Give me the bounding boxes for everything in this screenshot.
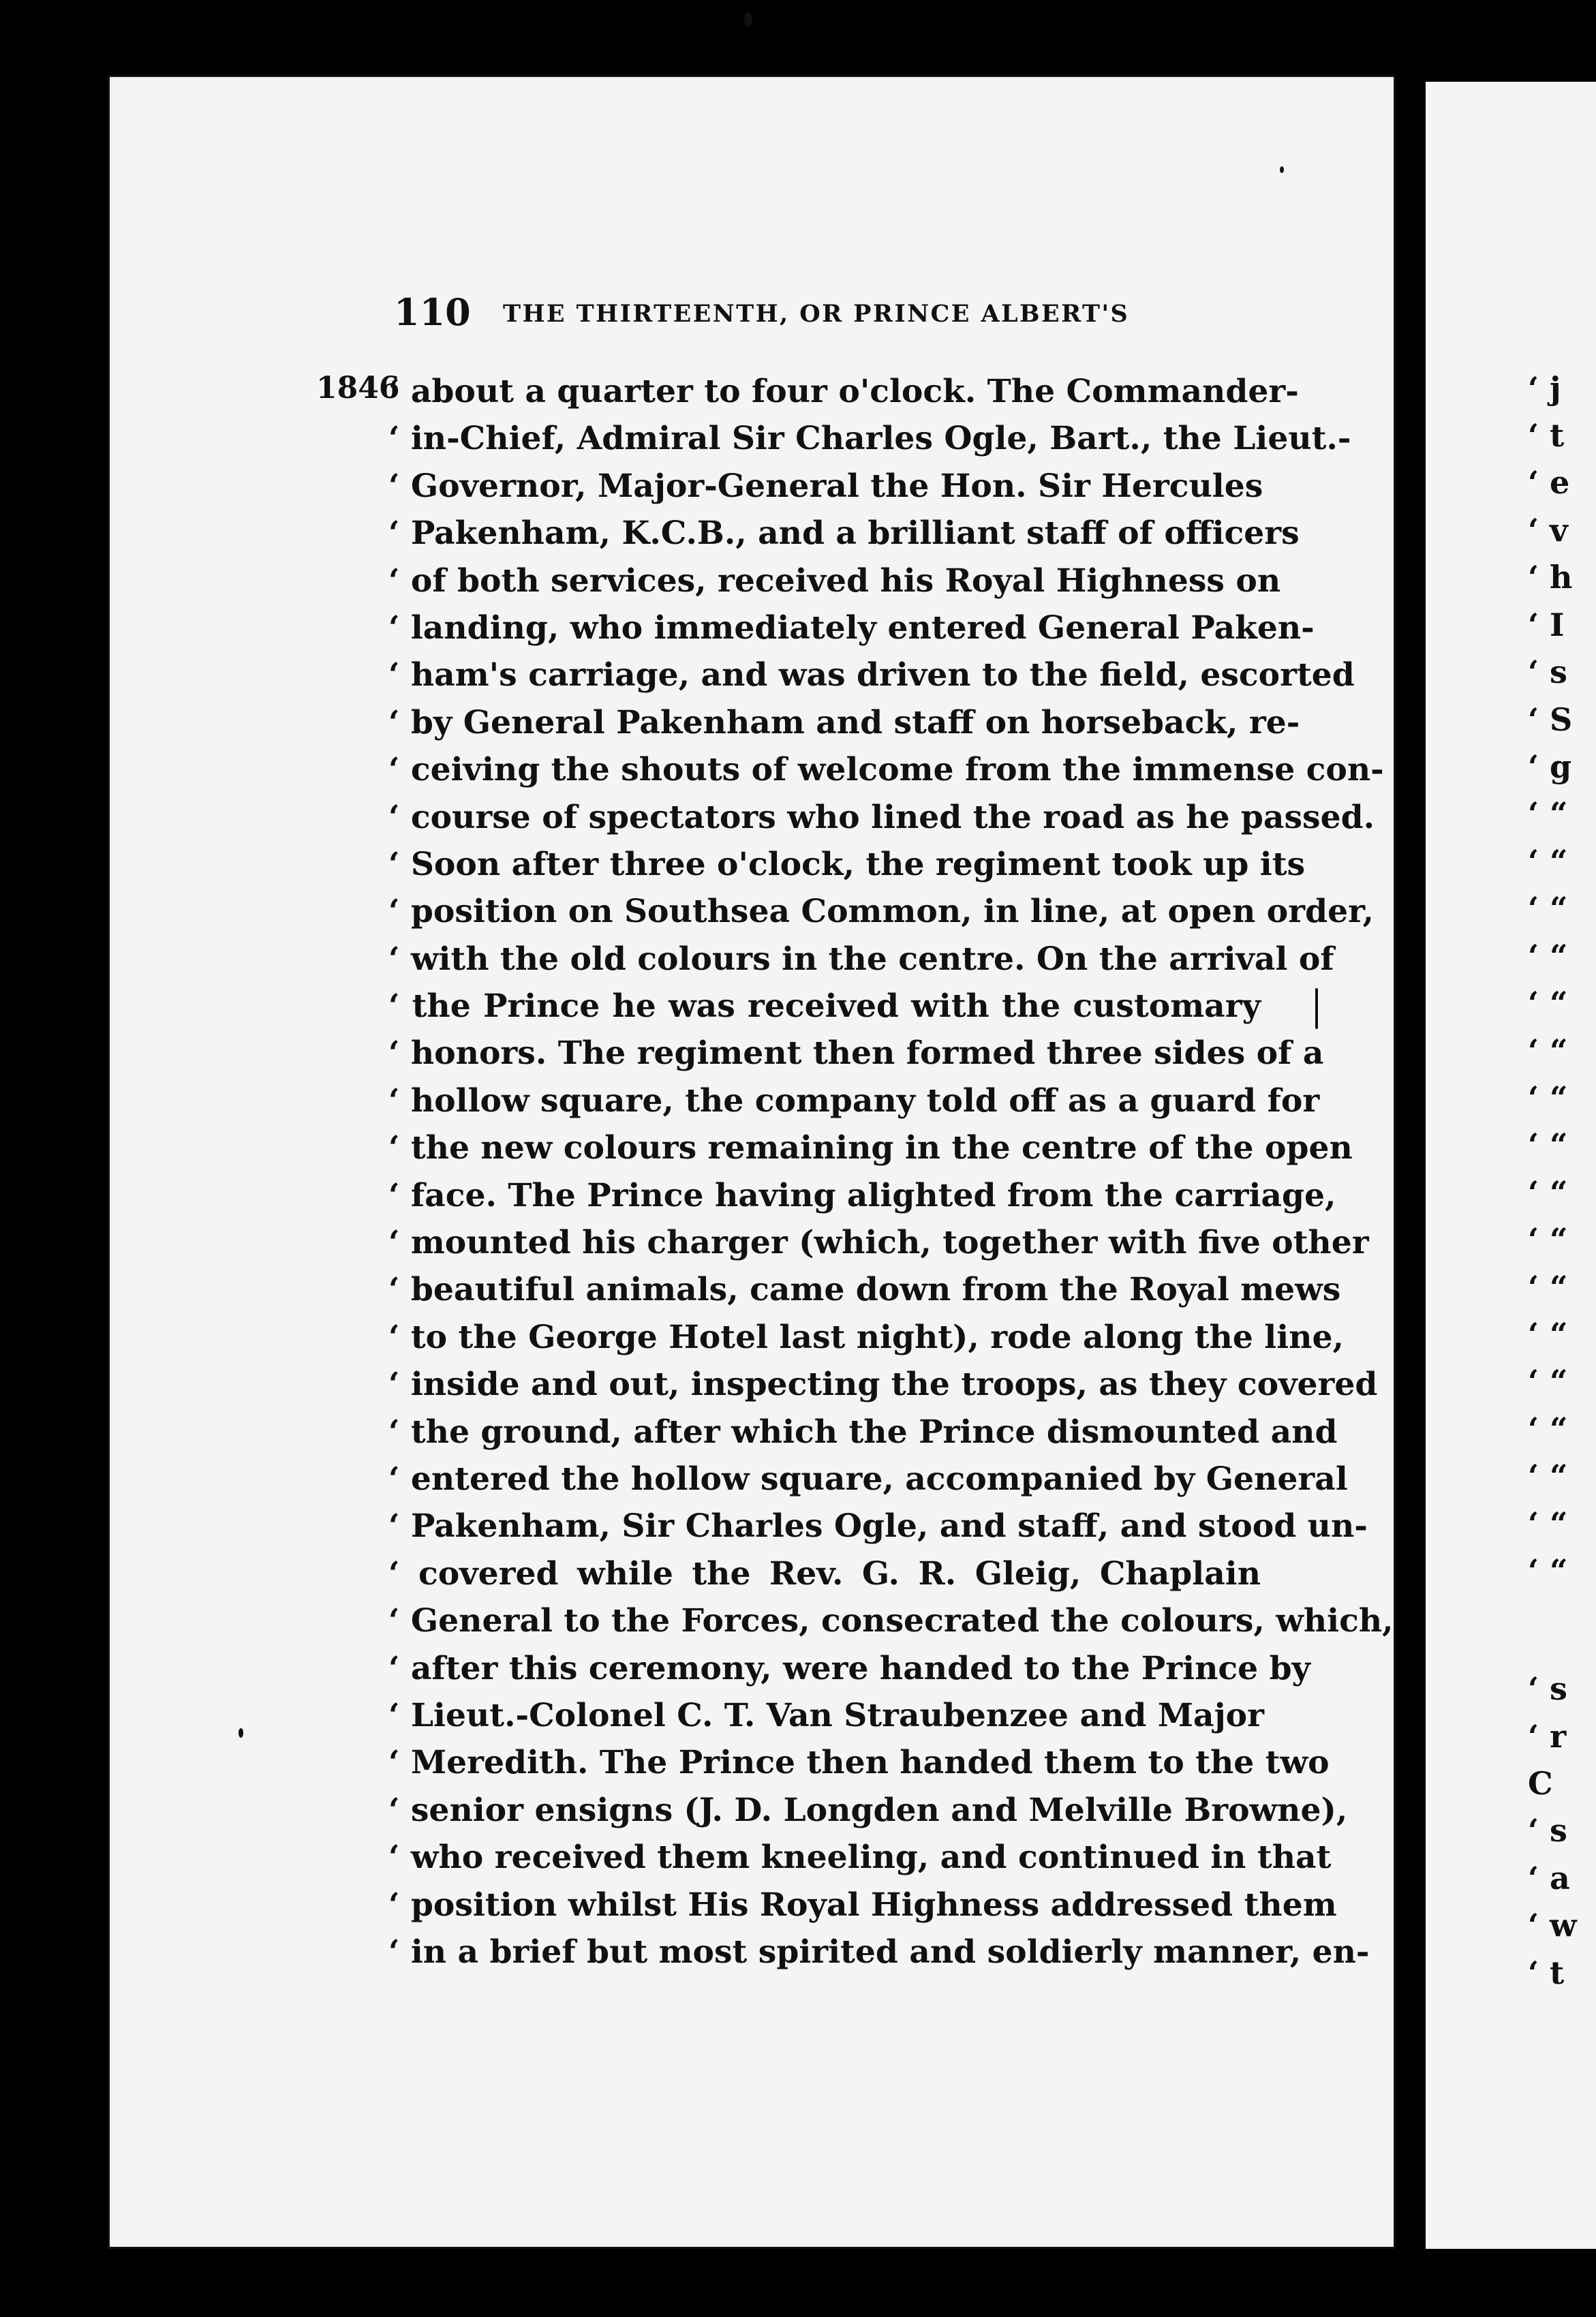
text-line: ‘ covered while the Rev. G. R. Gleig, Chaplain xyxy=(388,1554,1261,1593)
text-line: ‘ about a quarter to four o'clock. The Commander- xyxy=(388,373,1299,410)
adjacent-fragment: ‘ “ xyxy=(1528,938,1568,975)
adjacent-fragment: ‘ s xyxy=(1528,1670,1567,1707)
text-line: ‘ Lieut.-Colonel C. T. Van Straubenzee and Major xyxy=(388,1696,1265,1734)
text-line: ‘ Pakenham, Sir Charles Ogle, and staff, and stood un- xyxy=(388,1507,1368,1546)
adjacent-fragment: ‘ t xyxy=(1528,1954,1565,1991)
adjacent-fragment: ‘ I xyxy=(1528,607,1565,643)
scan-speck xyxy=(1280,166,1284,173)
adjacent-fragment: ‘ S xyxy=(1528,701,1573,738)
text-line: ‘ face. The Prince having alighted from the carriage, xyxy=(388,1176,1336,1214)
adjacent-fragment: ‘ r xyxy=(1528,1718,1567,1755)
adjacent-fragment: ‘ s xyxy=(1528,654,1567,690)
text-line: ‘ senior ensigns (J. D. Longden and Melville Browne), xyxy=(388,1791,1348,1829)
adjacent-fragment: ‘ a xyxy=(1528,1860,1570,1897)
adjacent-fragment: ‘ “ xyxy=(1528,1458,1568,1494)
text-line: ‘ honors. The regiment then formed three sides of a xyxy=(388,1034,1324,1073)
adjacent-fragment: ‘ “ xyxy=(1528,1079,1568,1116)
adjacent-fragment: ‘ t xyxy=(1528,417,1565,454)
text-line: ‘ who received them kneeling, and continued in that xyxy=(388,1839,1332,1877)
adjacent-fragment: ‘ “ xyxy=(1528,1221,1568,1258)
adjacent-fragment: ‘ “ xyxy=(1528,1032,1568,1069)
adjacent-fragment: ‘ “ xyxy=(1528,1552,1568,1589)
text-line: ‘ to the George Hotel last night), rode along the line, xyxy=(388,1318,1344,1356)
text-line: ‘ of both services, received his Royal Highness on xyxy=(388,562,1281,600)
adjacent-fragment: ‘ g xyxy=(1528,748,1572,785)
adjacent-fragment: ‘ “ xyxy=(1528,795,1568,832)
text-line: ‘ Governor, Major-General the Hon. Sir Hercules xyxy=(388,467,1263,505)
adjacent-fragment: ‘ “ xyxy=(1528,985,1568,1022)
text-line: ‘ in a brief but most spirited and soldierly manner, en- xyxy=(388,1933,1370,1971)
scan-speck xyxy=(1315,988,1318,1029)
adjacent-fragment: ‘ v xyxy=(1528,512,1568,549)
text-line: ‘ the Prince he was received with the customary xyxy=(388,987,1261,1026)
text-line: ‘ after this ceremony, were handed to the Prince by xyxy=(388,1649,1310,1687)
margin-year: 1846 xyxy=(316,371,400,405)
text-line: ‘ hollow square, the company told off as a guard for xyxy=(388,1081,1320,1120)
text-line: ‘ position on Southsea Common, in line, at open order, xyxy=(388,893,1374,931)
text-line: ‘ ceiving the shouts of welcome from the immense con- xyxy=(388,751,1384,789)
adjacent-fragment: ‘ h xyxy=(1528,559,1573,596)
page-number: 110 xyxy=(394,290,471,334)
adjacent-fragment: ‘ w xyxy=(1528,1907,1577,1944)
adjacent-fragment: ‘ “ xyxy=(1528,1174,1568,1211)
adjacent-fragment: ‘ j xyxy=(1528,370,1561,407)
text-line: ‘ course of spectators who lined the road as he passed. xyxy=(388,798,1375,836)
text-line: ‘ entered the hollow square, accompanied by General xyxy=(388,1460,1348,1498)
adjacent-fragment: C xyxy=(1528,1765,1553,1802)
adjacent-fragment: ‘ s xyxy=(1528,1812,1567,1849)
adjacent-fragment: ‘ “ xyxy=(1528,1411,1568,1447)
running-title: THE THIRTEENTH, OR PRINCE ALBERT'S xyxy=(503,300,1130,328)
text-line: ‘ inside and out, inspecting the troops, as they covered xyxy=(388,1366,1378,1404)
adjacent-fragment: ‘ “ xyxy=(1528,1505,1568,1542)
body-text xyxy=(388,368,1394,1976)
text-line: ‘ beautiful animals, came down from the Royal mews xyxy=(388,1271,1341,1309)
adjacent-fragment: ‘ e xyxy=(1528,464,1570,501)
text-line: ‘ General to the Forces, consecrated the colours, which, xyxy=(388,1602,1394,1640)
text-line: ‘ the ground, after which the Prince dismounted and xyxy=(388,1413,1338,1451)
adjacent-fragment: ‘ “ xyxy=(1528,1363,1568,1400)
adjacent-fragment: ‘ “ xyxy=(1528,1269,1568,1306)
text-line: ‘ mounted his charger (which, together with five other xyxy=(388,1224,1369,1262)
text-line: ‘ in-Chief, Admiral Sir Charles Ogle, Bart., the Lieut.- xyxy=(388,420,1351,458)
text-line: ‘ Pakenham, K.C.B., and a brilliant staff of officers xyxy=(388,515,1300,553)
text-line: ‘ position whilst His Royal Highness addressed them xyxy=(388,1886,1337,1924)
text-line: ‘ ham's carriage, and was driven to the field, escorted xyxy=(388,656,1355,694)
scan-speck xyxy=(239,1728,243,1738)
text-line: ‘ landing, who immediately entered General Paken- xyxy=(388,609,1315,647)
text-line: ‘ with the old colours in the centre. On the arrival of xyxy=(388,940,1334,978)
adjacent-fragment: ‘ “ xyxy=(1528,1126,1568,1163)
adjacent-fragment: ‘ “ xyxy=(1528,890,1568,927)
text-line: ‘ Soon after three o'clock, the regiment took up its xyxy=(388,845,1306,883)
text-line: ‘ by General Pakenham and staff on horseback, re- xyxy=(388,703,1300,741)
adjacent-fragment: ‘ “ xyxy=(1528,1316,1568,1353)
text-line: ‘ the new colours remaining in the centre of the open xyxy=(388,1129,1353,1167)
text-line: ‘ Meredith. The Prince then handed them to the two xyxy=(388,1744,1330,1782)
scan-speck xyxy=(744,12,752,27)
page-header xyxy=(394,292,1137,333)
adjacent-fragment: ‘ “ xyxy=(1528,843,1568,880)
